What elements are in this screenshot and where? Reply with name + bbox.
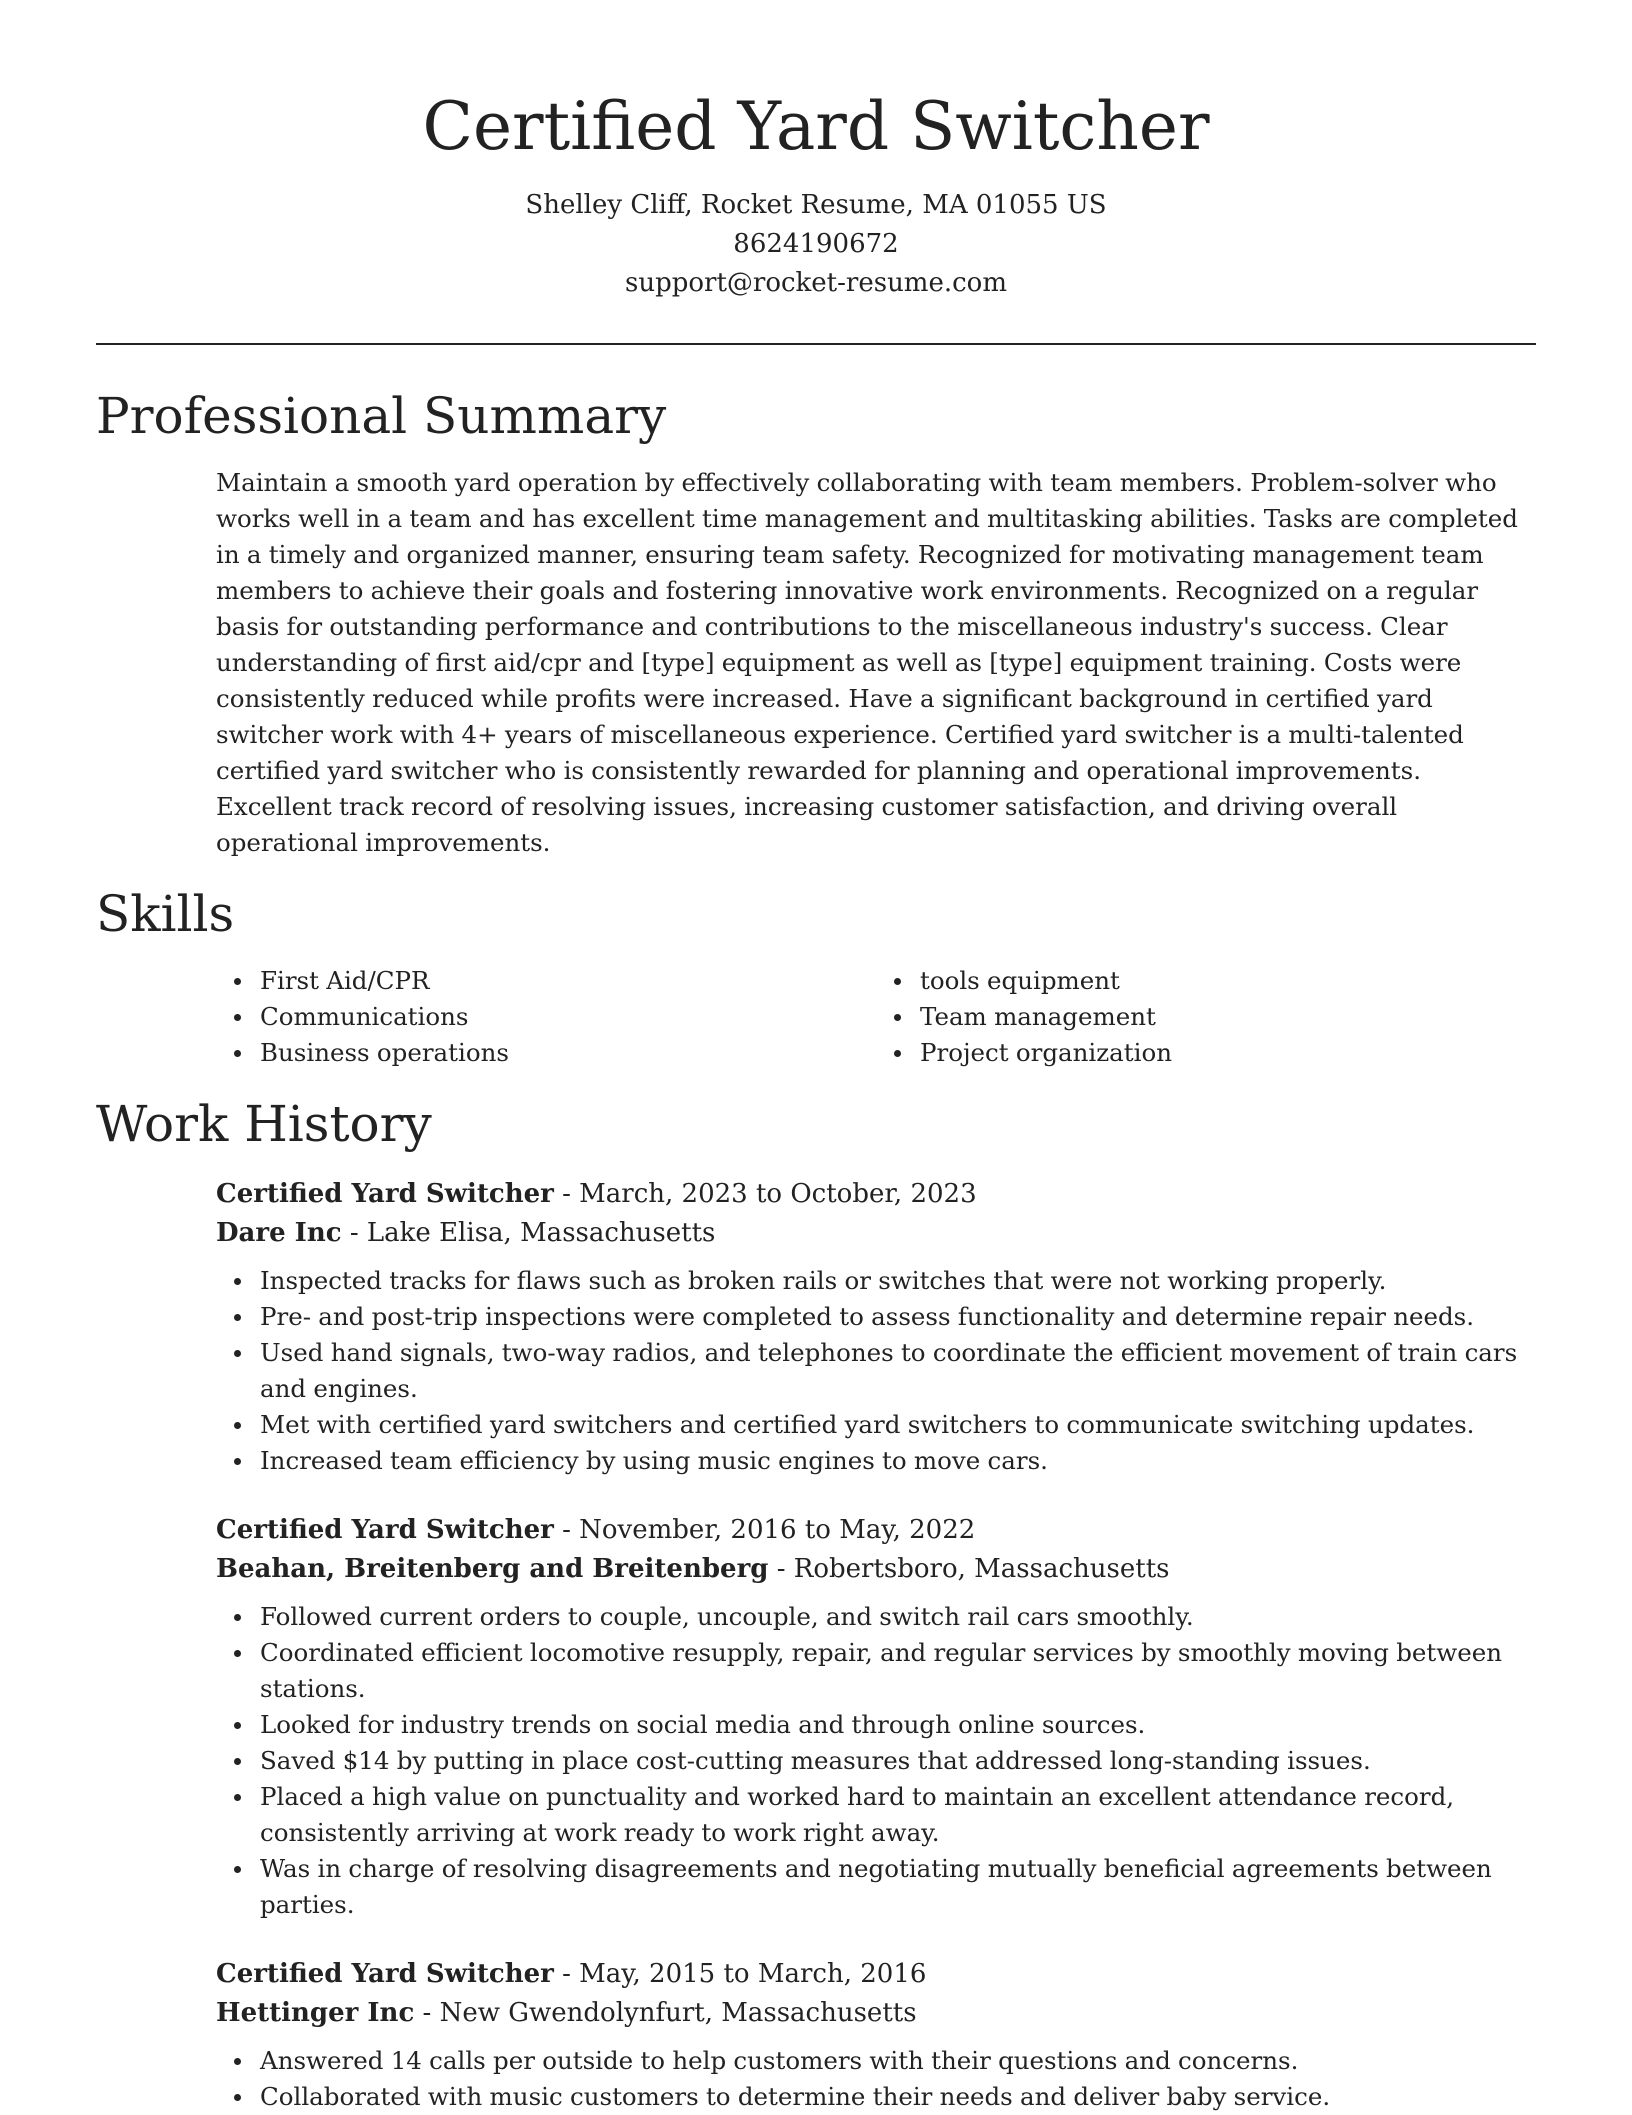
- job-title-line: [216, 1955, 1536, 1994]
- job-bullet: Coordinated efficient locomotive resupply, repair, and regular services by smoothly moving between stations.: [260, 1635, 1536, 1707]
- contact-phone: 8624190672: [733, 229, 899, 259]
- skills-section: [96, 881, 1536, 1071]
- job-company: Dare Inc: [216, 1218, 342, 1248]
- skill-item: First Aid/CPR: [260, 963, 876, 999]
- job-bullet: Used hand signals, two-way radios, and telephones to coordinate the efficient movement of train cars and engines.: [260, 1335, 1536, 1407]
- summary-heading: Professional Summary: [96, 387, 667, 445]
- skills-grid: [216, 963, 1536, 1071]
- job-bullet: Met with certified yard switchers and certified yard switchers to communicate switching updates.: [260, 1407, 1536, 1443]
- job-dates: - March, 2023 to October, 2023: [553, 1179, 977, 1209]
- skill-item: tools equipment: [920, 963, 1536, 999]
- job-entry: [216, 1175, 1536, 1479]
- job-entry: [216, 1955, 1536, 2115]
- resume-header: [96, 0, 1536, 303]
- skill-item: Business operations: [260, 1035, 876, 1071]
- job-company: Hettinger Inc: [216, 1998, 415, 2028]
- contact-email: support@rocket-resume.com: [624, 268, 1007, 298]
- job-entry: [216, 1511, 1536, 1923]
- resume-page: [96, 0, 1536, 2115]
- job-bullet: Looked for industry trends on social media and through online sources.: [260, 1707, 1536, 1743]
- job-bullet: Inspected tracks for flaws such as broken rails or switches that were not working properly.: [260, 1263, 1536, 1299]
- job-bullets: [216, 2043, 1536, 2115]
- job-bullet: Pre- and post-trip inspections were completed to assess functionality and determine repair needs.: [260, 1299, 1536, 1335]
- job-bullet: Answered 14 calls per outside to help customers with their questions and concerns.: [260, 2043, 1536, 2079]
- job-title-line: [216, 1175, 1536, 1214]
- resume-name: Certified Yard Switcher: [422, 88, 1210, 165]
- job-bullet: Placed a high value on punctuality and worked hard to maintain an excellent attendance record, consistently arriving at work ready to work right away.: [260, 1779, 1536, 1851]
- skill-item: Communications: [260, 999, 876, 1035]
- job-title: Certified Yard Switcher: [216, 1515, 554, 1545]
- job-bullet: Was in charge of resolving disagreements and negotiating mutually beneficial agreements between parties.: [260, 1851, 1536, 1923]
- contact-block: [96, 186, 1536, 303]
- job-company-line: [216, 1994, 1536, 2033]
- summary-text: Maintain a smooth yard operation by effectively collaborating with team members. Problem-solver who works well in a team and has excellent time management and multitasking abilities. Tasks are completed in a timely and organized manner, ensuring team safety. Recognized for motivating management team members to achieve their goals and fostering innovative work environments. Recognized on a regular basis for outstanding performance and contributions to the miscellaneous industry's success. Clear understanding of first aid/cpr and [type] equipment as well as [type] equipment training. Costs were consistently reduced while profits were increased. Have a significant background in certified yard switcher work with 4+ years of miscellaneous experience. Certified yard switcher is a multi-talented certified yard switcher who is consistently rewarded for planning and operational improvements. Excellent track record of resolving issues, increasing customer satisfaction, and driving overall operational improvements.: [216, 468, 1518, 857]
- contact-address: Shelley Cliff, Rocket Resume, MA 01055 US: [525, 190, 1107, 220]
- job-bullets: [216, 1599, 1536, 1923]
- job-company: Beahan, Breitenberg and Breitenberg: [216, 1554, 769, 1584]
- job-company-line: [216, 1214, 1536, 1253]
- job-location: - Lake Elisa, Massachusetts: [341, 1218, 716, 1248]
- skills-column-right: [876, 963, 1536, 1071]
- job-title-line: [216, 1511, 1536, 1550]
- job-bullet: Collaborated with music customers to determine their needs and deliver baby service.: [260, 2079, 1536, 2115]
- job-company-line: [216, 1550, 1536, 1589]
- job-location: - Robertsboro, Massachusetts: [768, 1554, 1170, 1584]
- summary-section: [96, 383, 1536, 861]
- work-history-section: [96, 1091, 1536, 2115]
- job-bullets: [216, 1263, 1536, 1479]
- skills-heading: Skills: [96, 885, 235, 943]
- job-bullet: Followed current orders to couple, uncouple, and switch rail cars smoothly.: [260, 1599, 1536, 1635]
- job-location: - New Gwendolynfurt, Massachusetts: [414, 1998, 917, 2028]
- job-bullet: Increased team efficiency by using music engines to move cars.: [260, 1443, 1536, 1479]
- job-bullet: Saved $14 by putting in place cost-cutting measures that addressed long-standing issues.: [260, 1743, 1536, 1779]
- work-history-heading: Work History: [96, 1095, 432, 1153]
- job-title: Certified Yard Switcher: [216, 1959, 554, 1989]
- header-divider: [96, 343, 1536, 345]
- job-dates: - May, 2015 to March, 2016: [553, 1959, 927, 1989]
- skills-column-left: [216, 963, 876, 1071]
- job-title: Certified Yard Switcher: [216, 1179, 554, 1209]
- skill-item: Project organization: [920, 1035, 1536, 1071]
- skill-item: Team management: [920, 999, 1536, 1035]
- job-dates: - November, 2016 to May, 2022: [553, 1515, 976, 1545]
